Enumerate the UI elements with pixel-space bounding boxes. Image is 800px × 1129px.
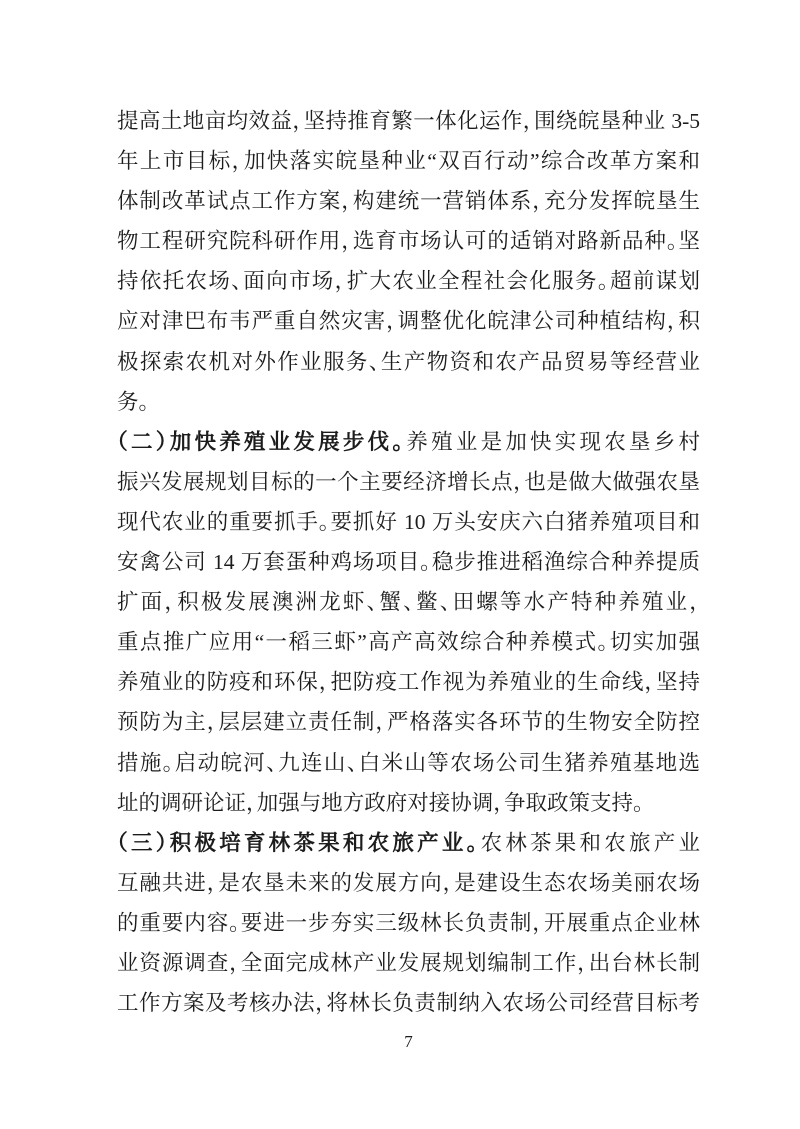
line-text: 应对津巴布韦严重自然灾害，调整优化皖津公司种植结构，积 [117,309,700,334]
line-text: 措施。启动皖河、九连山、白米山等农场公司生猪养殖基地选 [117,750,700,775]
text-line [117,903,700,943]
text-line [117,301,700,341]
text-line [117,462,700,502]
text-line [117,261,700,301]
text-line [117,582,700,622]
text-line [117,943,700,983]
line-text: 养殖业的防疫和环保，把防疫工作视为养殖业的生命线，坚持 [117,670,700,695]
line-text: 的重要内容。要进一步夯实三级林长负责制，开展重点企业林 [117,910,700,935]
line-text: 极探索农机对外作业服务、生产物资和农产品贸易等经营业 [117,349,700,374]
line-text: 持依托农场、面向市场，扩大农业全程社会化服务。超前谋划 [117,269,700,294]
text-line [117,342,700,382]
text-line [117,983,700,1023]
line-text: 现代农业的重要抓手。要抓好 10 万头安庆六白猪养殖项目和 [117,509,700,534]
line-text: 预防为主，层层建立责任制，严格落实各环节的生物安全防控 [117,710,700,735]
section-3-heading: （三）积极培育林茶果和农旅产业。 [117,830,481,855]
line-text: 年上市目标，加快落实皖垦种业“双百行动”综合改革方案和 [117,149,700,174]
line-text: 工作方案及考核办法，将林长负责制纳入农场公司经营目标考 [117,991,700,1016]
text-line [117,823,700,863]
line-text: 提高土地亩均效益，坚持推育繁一体化运作，围绕皖垦种业 3-5 [117,109,700,133]
line-text: 业资源调查，全面完成林产业发展规划编制工作，出台林长制 [117,950,700,975]
paragraph-end-line [117,783,700,823]
line-text: 安禽公司 14 万套蛋种鸡场项目。稳步推进稻渔综合种养提质 [117,550,700,575]
text-line [117,702,700,742]
line-text: 址的调研论证，加强与地方政府对接协调，争取政策支持。 [117,790,644,815]
text-line [117,422,700,462]
line-text: 扩面，积极发展澳洲龙虾、蟹、鳖、田螺等水产特种养殖业， [117,590,700,615]
line-text: 农林茶果和农旅产业 [480,830,700,855]
text-line [117,101,700,141]
text-line [117,622,700,662]
text-line [117,221,700,261]
line-text: 互融共进，是农垦未来的发展方向，是建设生态农场美丽农场 [117,870,700,895]
text-line [117,141,700,181]
line-text: 体制改革试点工作方案，构建统一营销体系，充分发挥皖垦生 [117,189,700,214]
line-text: 重点推广应用“一稻三虾”高产高效综合种养模式。切实加强 [117,630,700,655]
text-line [117,743,700,783]
section-2-heading: （二）加快养殖业发展步伐。 [117,429,407,454]
page-number: 7 [404,1032,413,1051]
line-text: 振兴发展规划目标的一个主要经济增长点，也是做大做强农垦 [117,469,700,494]
line-text: 养殖业是加快实现农垦乡村 [406,429,700,454]
text-block [117,101,700,1023]
text-line [117,181,700,221]
text-line [117,863,700,903]
line-text: 物工程研究院科研作用，选育市场认可的适销对路新品种。坚 [117,229,700,254]
paragraph-end-line [117,382,700,422]
text-line [117,662,700,702]
text-line [117,502,700,542]
text-line [117,542,700,582]
line-text: 务。 [117,389,150,414]
